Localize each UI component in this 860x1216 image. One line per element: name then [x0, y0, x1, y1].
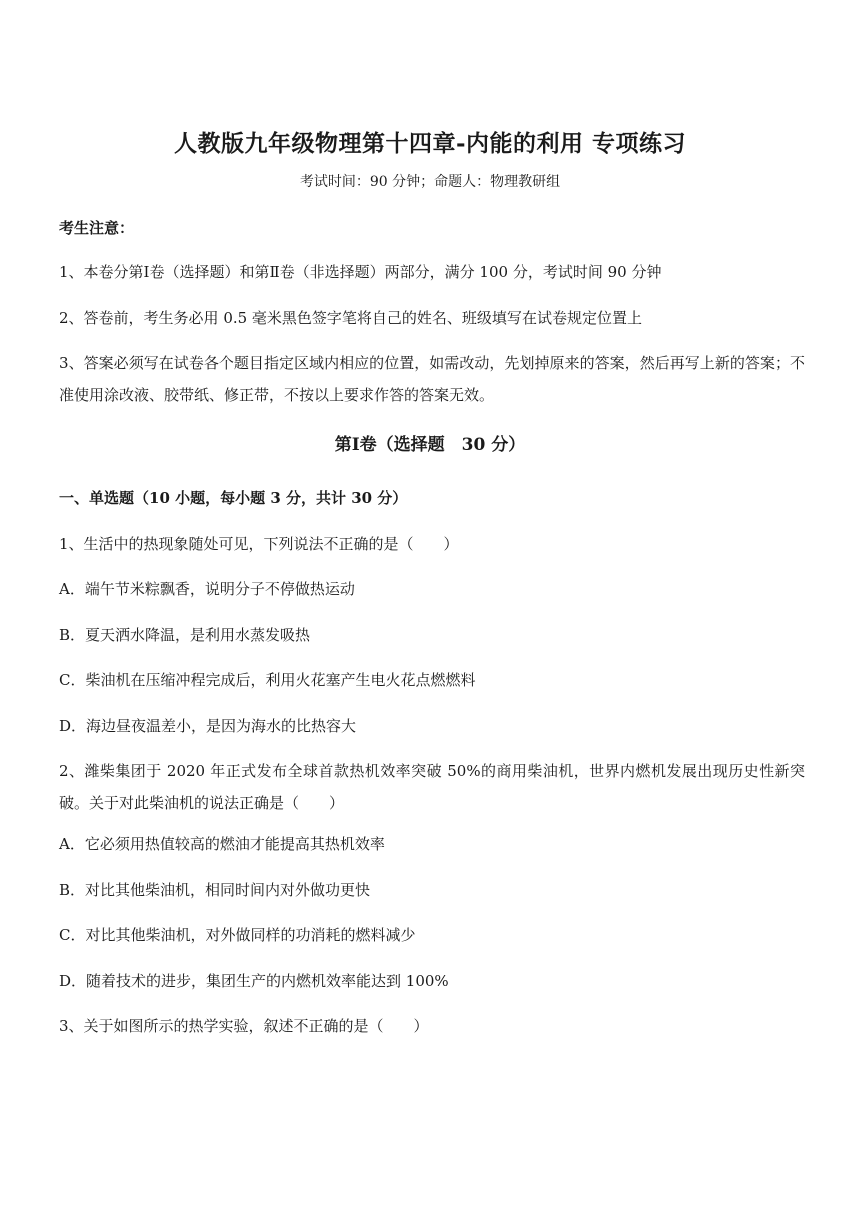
question-1-option-a: A．端午节米粽飘香，说明分子不停做热运动 [59, 580, 355, 598]
notice-item-1: 1、本卷分第Ⅰ卷（选择题）和第Ⅱ卷（非选择题）两部分，满分 100 分，考试时间 90 分钟 [59, 263, 662, 281]
question-3-stem: 3、关于如图所示的热学实验，叙述不正确的是（ ） [59, 1017, 429, 1035]
section-title: 第Ⅰ卷（选择题 30 分） [334, 435, 526, 455]
question-1-stem: 1、生活中的热现象随处可见，下列说法不正确的是（ ） [59, 535, 459, 553]
exam-title: 人教版九年级物理第十四章-内能的利用 专项练习 [173, 130, 687, 157]
exam-subtitle: 考试时间：90 分钟；命题人：物理教研组 [299, 174, 561, 190]
question-2-option-d: D．随着技术的进步，集团生产的内燃机效率能达到 100% [59, 972, 449, 990]
question-2-option-c: C．对比其他柴油机，对外做同样的功消耗的燃料减少 [59, 926, 416, 944]
question-1-option-c: C．柴油机在压缩冲程完成后，利用火花塞产生电火花点燃燃料 [59, 671, 476, 689]
question-1-option-b: B．夏天洒水降温，是利用水蒸发吸热 [59, 626, 311, 644]
question-1-option-d: D．海边昼夜温差小，是因为海水的比热容大 [59, 717, 357, 735]
part-heading: 一、单选题（10 小题，每小题 3 分，共计 30 分） [59, 489, 408, 507]
notice-heading: 考生注意： [59, 219, 135, 237]
question-2-option-a: A．它必须用热值较高的燃油才能提高其热机效率 [59, 835, 385, 853]
notice-item-2: 2、答卷前，考生务必用 0.5 毫米黑色签字笔将自己的姓名、班级填写在试卷规定位置上 [59, 309, 642, 327]
notice-item-3: 3、答案必须写在试卷各个题目指定区域内相应的位置，如需改动，先划掉原来的答案，然后再写上新的答案；不准使用涂改液、胶带纸、修正带，不按以上要求作答的答案无效。 [59, 354, 805, 404]
question-2-option-b: B．对比其他柴油机，相同时间内对外做功更快 [59, 881, 371, 899]
question-2-stem: 2、潍柴集团于 2020 年正式发布全球首款热机效率突破 50%的商用柴油机，世界内燃机发展出现历史性新突破。关于对此柴油机的说法正确是（ ） [59, 762, 805, 812]
